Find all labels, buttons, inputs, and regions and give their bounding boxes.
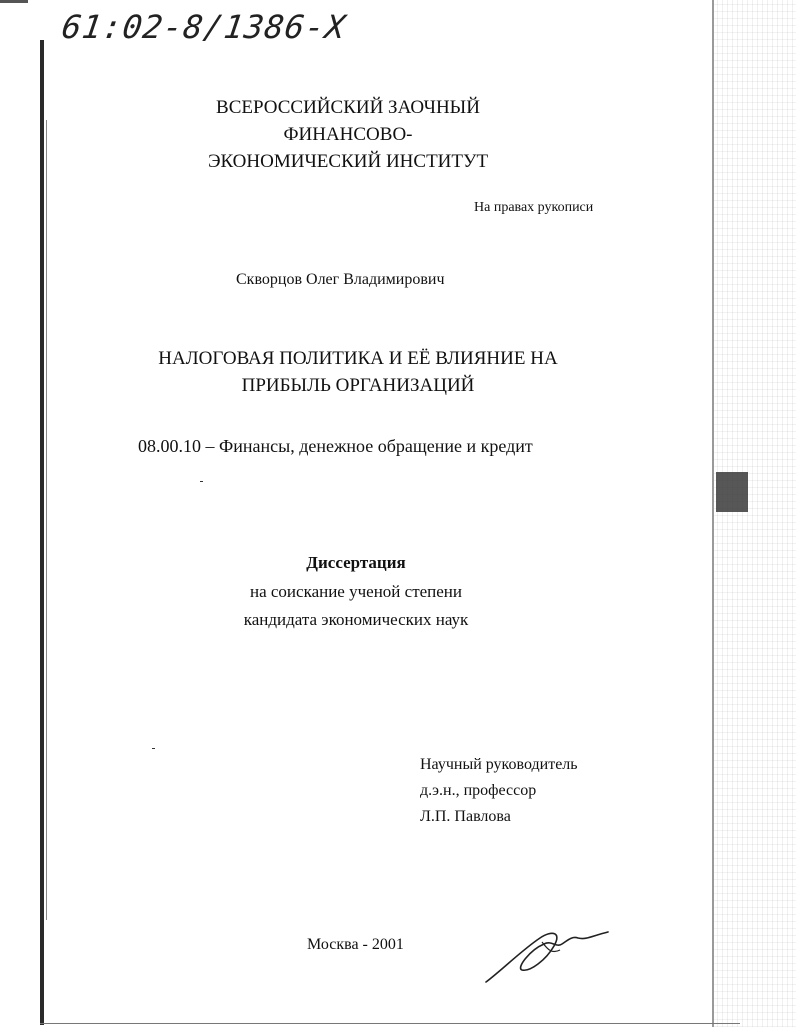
dissertation-title xyxy=(138,345,578,399)
manuscript-rights-note: На правах рукописи xyxy=(474,200,594,215)
scan-artifact-dash xyxy=(152,748,155,749)
document-type: Диссертация xyxy=(306,553,406,572)
scan-artifact-right-noise xyxy=(712,0,796,1027)
institution-line-1: ВСЕРОССИЙСКИЙ ЗАОЧНЫЙ ФИНАНСОВО- xyxy=(216,97,480,145)
handwritten-archive-code: 61:02-8/1386-X xyxy=(59,8,349,46)
scan-artifact-top xyxy=(0,0,28,3)
scan-artifact-dark-patch xyxy=(716,472,748,512)
author-name: Скворцов Олег Владимирович xyxy=(236,271,445,288)
institution-name xyxy=(168,94,528,175)
title-line-2: ПРИБЫЛЬ ОРГАНИЗАЦИЙ xyxy=(241,375,475,396)
institution-line-2: ЭКОНОМИЧЕСКИЙ ИНСТИТУТ xyxy=(207,151,489,172)
scan-artifact-left-border xyxy=(40,40,44,1025)
scan-artifact-left-line xyxy=(46,120,47,920)
degree-line-1: на соискание ученой степени xyxy=(249,582,463,601)
supervisor-name: Л.П. Павлова xyxy=(420,808,511,825)
city-and-year: Москва - 2001 xyxy=(307,936,404,953)
handwritten-signature xyxy=(482,920,612,990)
supervisor-role: Научный руководитель xyxy=(420,756,578,773)
scan-artifact-bottom-line xyxy=(40,1023,740,1024)
specialty-code: 08.00.10 – Финансы, денежное обращение и кредит xyxy=(138,436,533,456)
scan-artifact-right-border xyxy=(712,0,714,1027)
title-line-1: НАЛОГОВАЯ ПОЛИТИКА И ЕЁ ВЛИЯНИЕ НА xyxy=(158,348,558,369)
scan-artifact-dash xyxy=(200,481,203,482)
degree-line-2: кандидата экономических наук xyxy=(243,610,469,629)
supervisor-degree: д.э.н., профессор xyxy=(420,782,537,799)
